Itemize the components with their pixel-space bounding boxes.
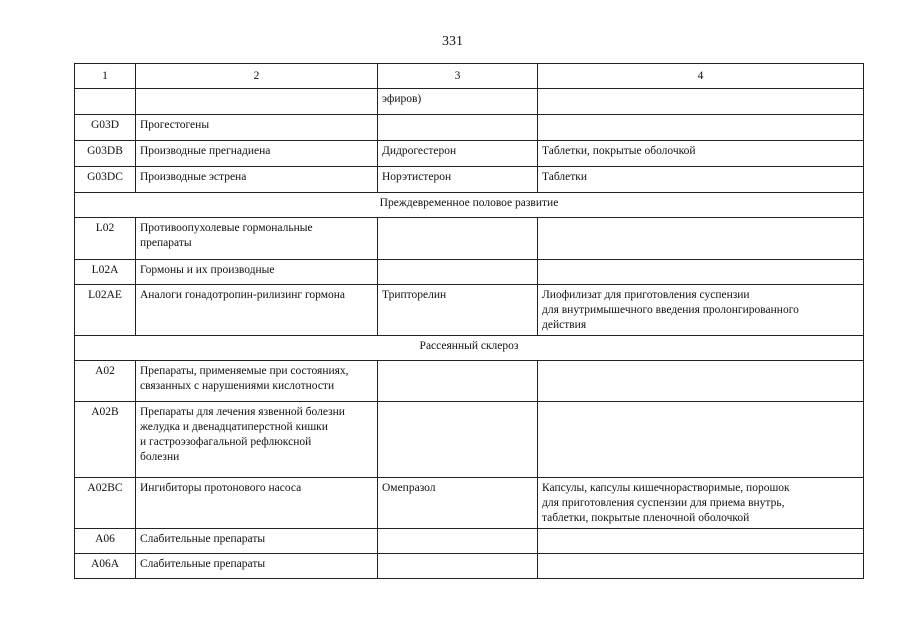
section-row (75, 336, 864, 361)
table-row (75, 361, 864, 402)
table-row (75, 285, 864, 336)
table-row (75, 554, 864, 579)
atc-code-cell: G03D (75, 115, 136, 141)
dosage-form-cell (538, 402, 864, 478)
group-name-cell: Производные эстрена (136, 167, 378, 193)
dosage-form-cell: Таблетки, покрытые оболочкой (538, 141, 864, 167)
atc-code-cell: A06A (75, 554, 136, 579)
dosage-form-cell: Таблетки (538, 167, 864, 193)
group-name-cell: Аналоги гонадотропин-рилизинг гормона (136, 285, 378, 336)
section-title: Рассеянный склероз (75, 336, 864, 361)
medication-table (74, 63, 864, 579)
atc-code-cell: G03DC (75, 167, 136, 193)
atc-code-cell: L02AE (75, 285, 136, 336)
page-number: 331 (442, 34, 463, 49)
drug-name-cell (378, 529, 538, 554)
group-name-cell: Препараты, применяемые при состояниях, связанных с нарушениями кислотности (136, 361, 378, 402)
atc-code-cell: G03DB (75, 141, 136, 167)
dosage-form-cell (538, 89, 864, 115)
dosage-form-cell: Лиофилизат для приготовления суспензии для внутримышечного введения пролонгированного действия (538, 285, 864, 336)
table-row (75, 402, 864, 478)
table-row (75, 529, 864, 554)
group-name-cell: Гормоны и их производные (136, 260, 378, 285)
atc-code-cell: L02 (75, 218, 136, 260)
group-name-cell: Слабительные препараты (136, 529, 378, 554)
table-row (75, 167, 864, 193)
group-name-cell: Производные прегнадиена (136, 141, 378, 167)
table-row (75, 478, 864, 529)
drug-name-cell: Дидрогестерон (378, 141, 538, 167)
group-name-cell: Прогестогены (136, 115, 378, 141)
dosage-form-cell: Капсулы, капсулы кишечнорастворимые, порошок для приготовления суспензии для приема внутрь, таблетки, покрытые пленочной оболочкой (538, 478, 864, 529)
drug-name-cell (378, 260, 538, 285)
table-row (75, 115, 864, 141)
drug-name-cell (378, 115, 538, 141)
drug-name-cell: эфиров) (378, 89, 538, 115)
drug-name-cell (378, 402, 538, 478)
drug-name-cell (378, 554, 538, 579)
dosage-form-cell (538, 529, 864, 554)
dosage-form-cell (538, 115, 864, 141)
column-number-header-row (75, 64, 864, 89)
group-name-cell: Слабительные препараты (136, 554, 378, 579)
dosage-form-cell (538, 218, 864, 260)
section-row (75, 193, 864, 218)
drug-name-cell: Трипторелин (378, 285, 538, 336)
atc-code-cell: A02B (75, 402, 136, 478)
group-name-cell (136, 89, 378, 115)
dosage-form-cell (538, 260, 864, 285)
column-number-2: 2 (136, 64, 378, 89)
dosage-form-cell (538, 361, 864, 402)
group-name-cell: Препараты для лечения язвенной болезни желудка и двенадцатиперстной кишки и гастроэзофагальной рефлюксной болезни (136, 402, 378, 478)
atc-code-cell: A02BC (75, 478, 136, 529)
table-row (75, 89, 864, 115)
column-number-3: 3 (378, 64, 538, 89)
drug-name-cell: Омепразол (378, 478, 538, 529)
atc-code-cell: L02A (75, 260, 136, 285)
column-number-4: 4 (538, 64, 864, 89)
dosage-form-cell (538, 554, 864, 579)
table-row (75, 218, 864, 260)
atc-code-cell (75, 89, 136, 115)
table-row (75, 260, 864, 285)
section-title: Преждевременное половое развитие (75, 193, 864, 218)
group-name-cell: Противоопухолевые гормональные препараты (136, 218, 378, 260)
column-number-1: 1 (75, 64, 136, 89)
drug-name-cell: Норэтистерон (378, 167, 538, 193)
group-name-cell: Ингибиторы протонового насоса (136, 478, 378, 529)
medication-table-body (75, 64, 864, 579)
atc-code-cell: A02 (75, 361, 136, 402)
drug-name-cell (378, 218, 538, 260)
table-row (75, 141, 864, 167)
atc-code-cell: A06 (75, 529, 136, 554)
drug-name-cell (378, 361, 538, 402)
